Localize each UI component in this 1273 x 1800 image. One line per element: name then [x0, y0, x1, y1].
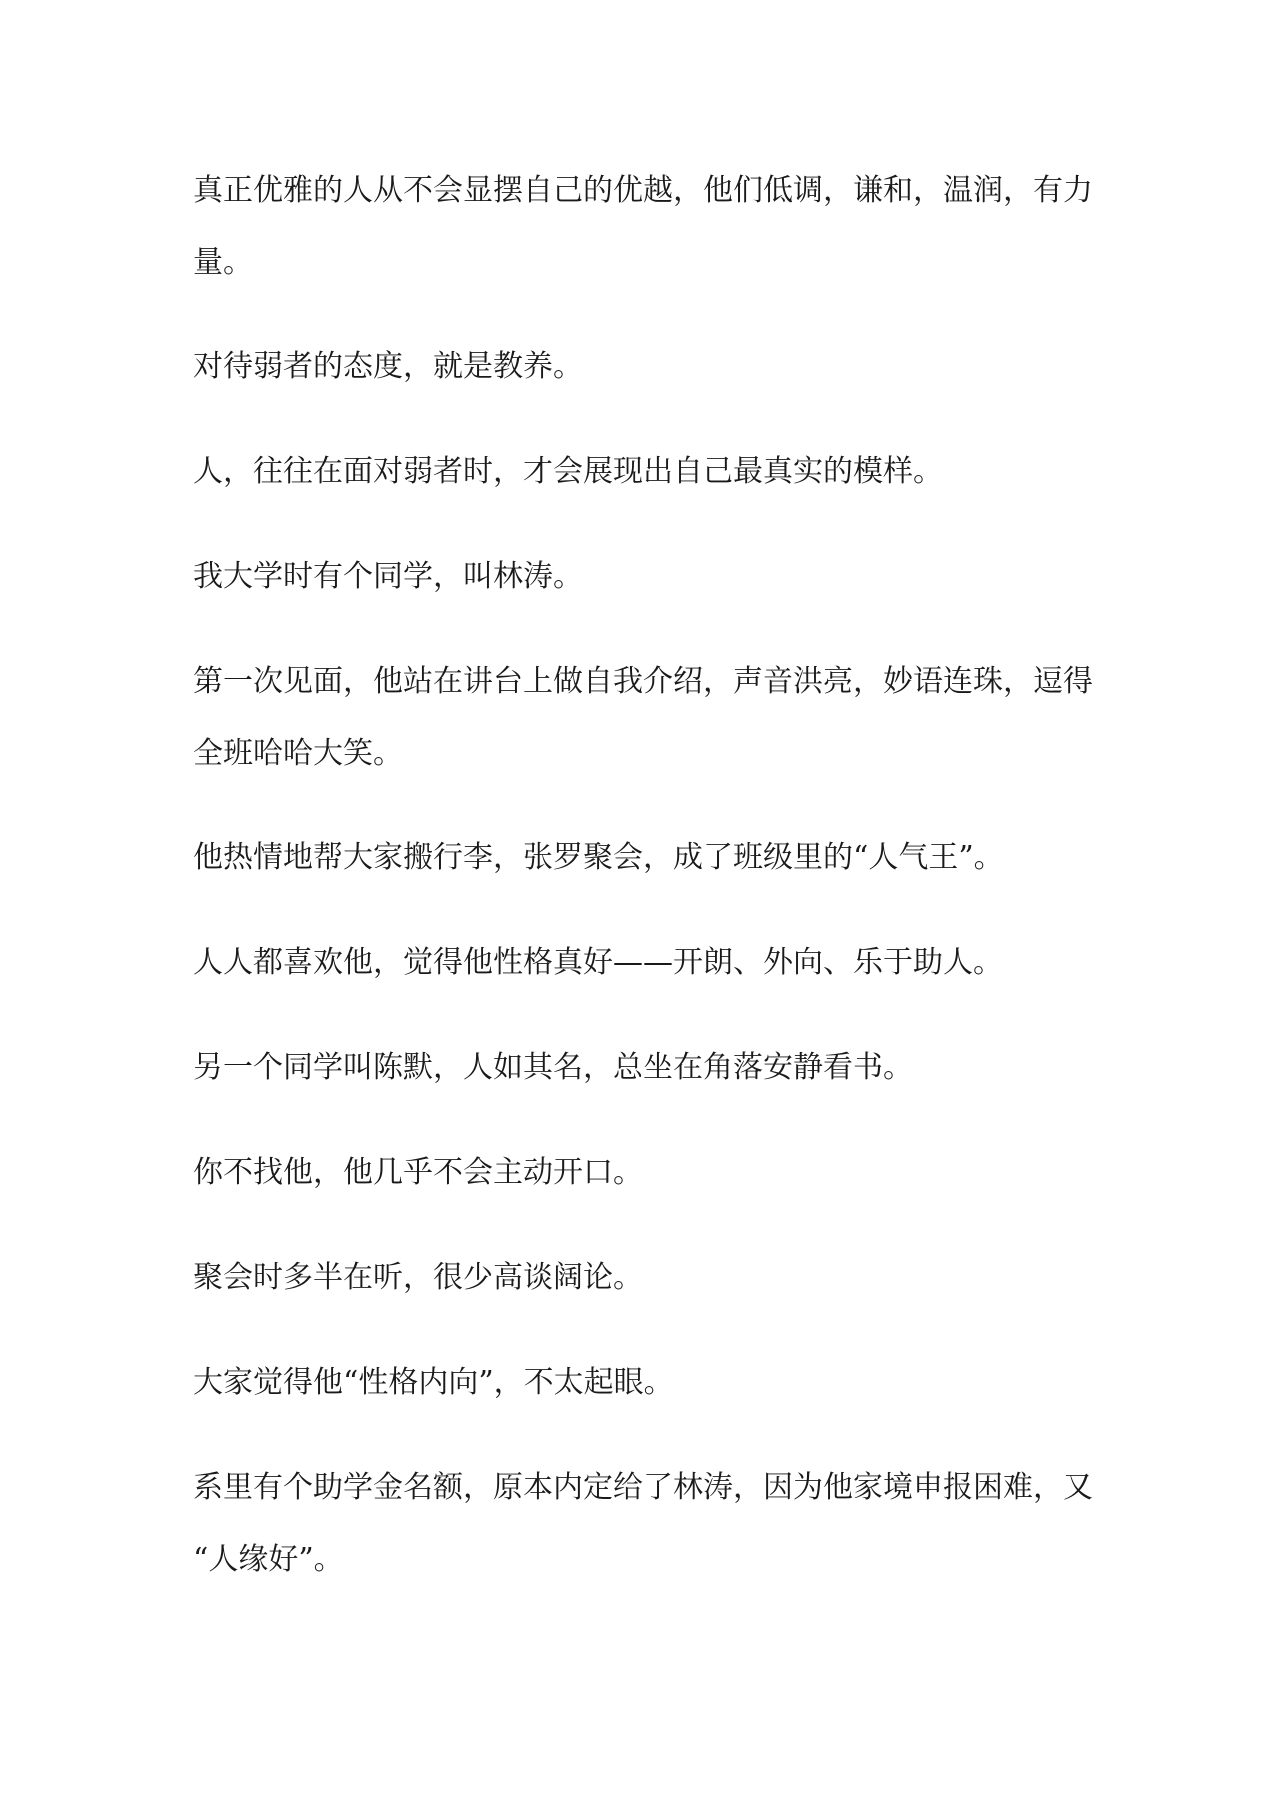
paragraph-line: 对待弱者的态度，就是教养。 [193, 349, 583, 384]
paragraph-3 [193, 436, 1093, 508]
paragraph-7 [193, 927, 1093, 999]
paragraph-line: 人，往往在面对弱者时，才会展现出自己最真实的模样。 [193, 454, 943, 489]
paragraph-line: 我大学时有个同学，叫林涛。 [193, 559, 583, 594]
paragraph-6 [193, 822, 1093, 894]
paragraph-line: 他热情地帮大家搬行李，张罗聚会，成了班级里的“人气王”。 [193, 840, 1004, 875]
paragraph-line: 全班哈哈大笑。 [193, 736, 403, 771]
paragraph-12 [193, 1452, 1093, 1596]
paragraph-line: 你不找他，他几乎不会主动开口。 [193, 1155, 643, 1190]
paragraph-line: 另一个同学叫陈默，人如其名，总坐在角落安静看书。 [193, 1050, 913, 1085]
paragraph-2 [193, 331, 1093, 403]
paragraph-line: 聚会时多半在听，很少高谈阔论。 [193, 1260, 643, 1295]
paragraph-10 [193, 1242, 1093, 1314]
paragraph-line: 大家觉得他“性格内向”，不太起眼。 [193, 1365, 674, 1400]
paragraph-line: 系里有个助学金名额，原本内定给了林涛，因为他家境申报困难，又 [193, 1470, 1093, 1505]
paragraph-line: 真正优雅的人从不会显摆自己的优越，他们低调，谦和，温润，有力 [193, 173, 1093, 208]
paragraph-9 [193, 1137, 1093, 1209]
paragraph-1 [193, 155, 1093, 299]
paragraph-line: 第一次见面，他站在讲台上做自我介绍，声音洪亮，妙语连珠，逗得 [193, 664, 1093, 699]
paragraph-11 [193, 1347, 1093, 1419]
paragraph-line: “人缘好”。 [193, 1542, 344, 1577]
paragraph-5 [193, 646, 1093, 790]
paragraph-8 [193, 1032, 1093, 1104]
paragraph-line: 人人都喜欢他，觉得他性格真好——开朗、外向、乐于助人。 [193, 945, 1003, 980]
paragraph-line: 量。 [193, 245, 253, 280]
paragraph-4 [193, 541, 1093, 613]
